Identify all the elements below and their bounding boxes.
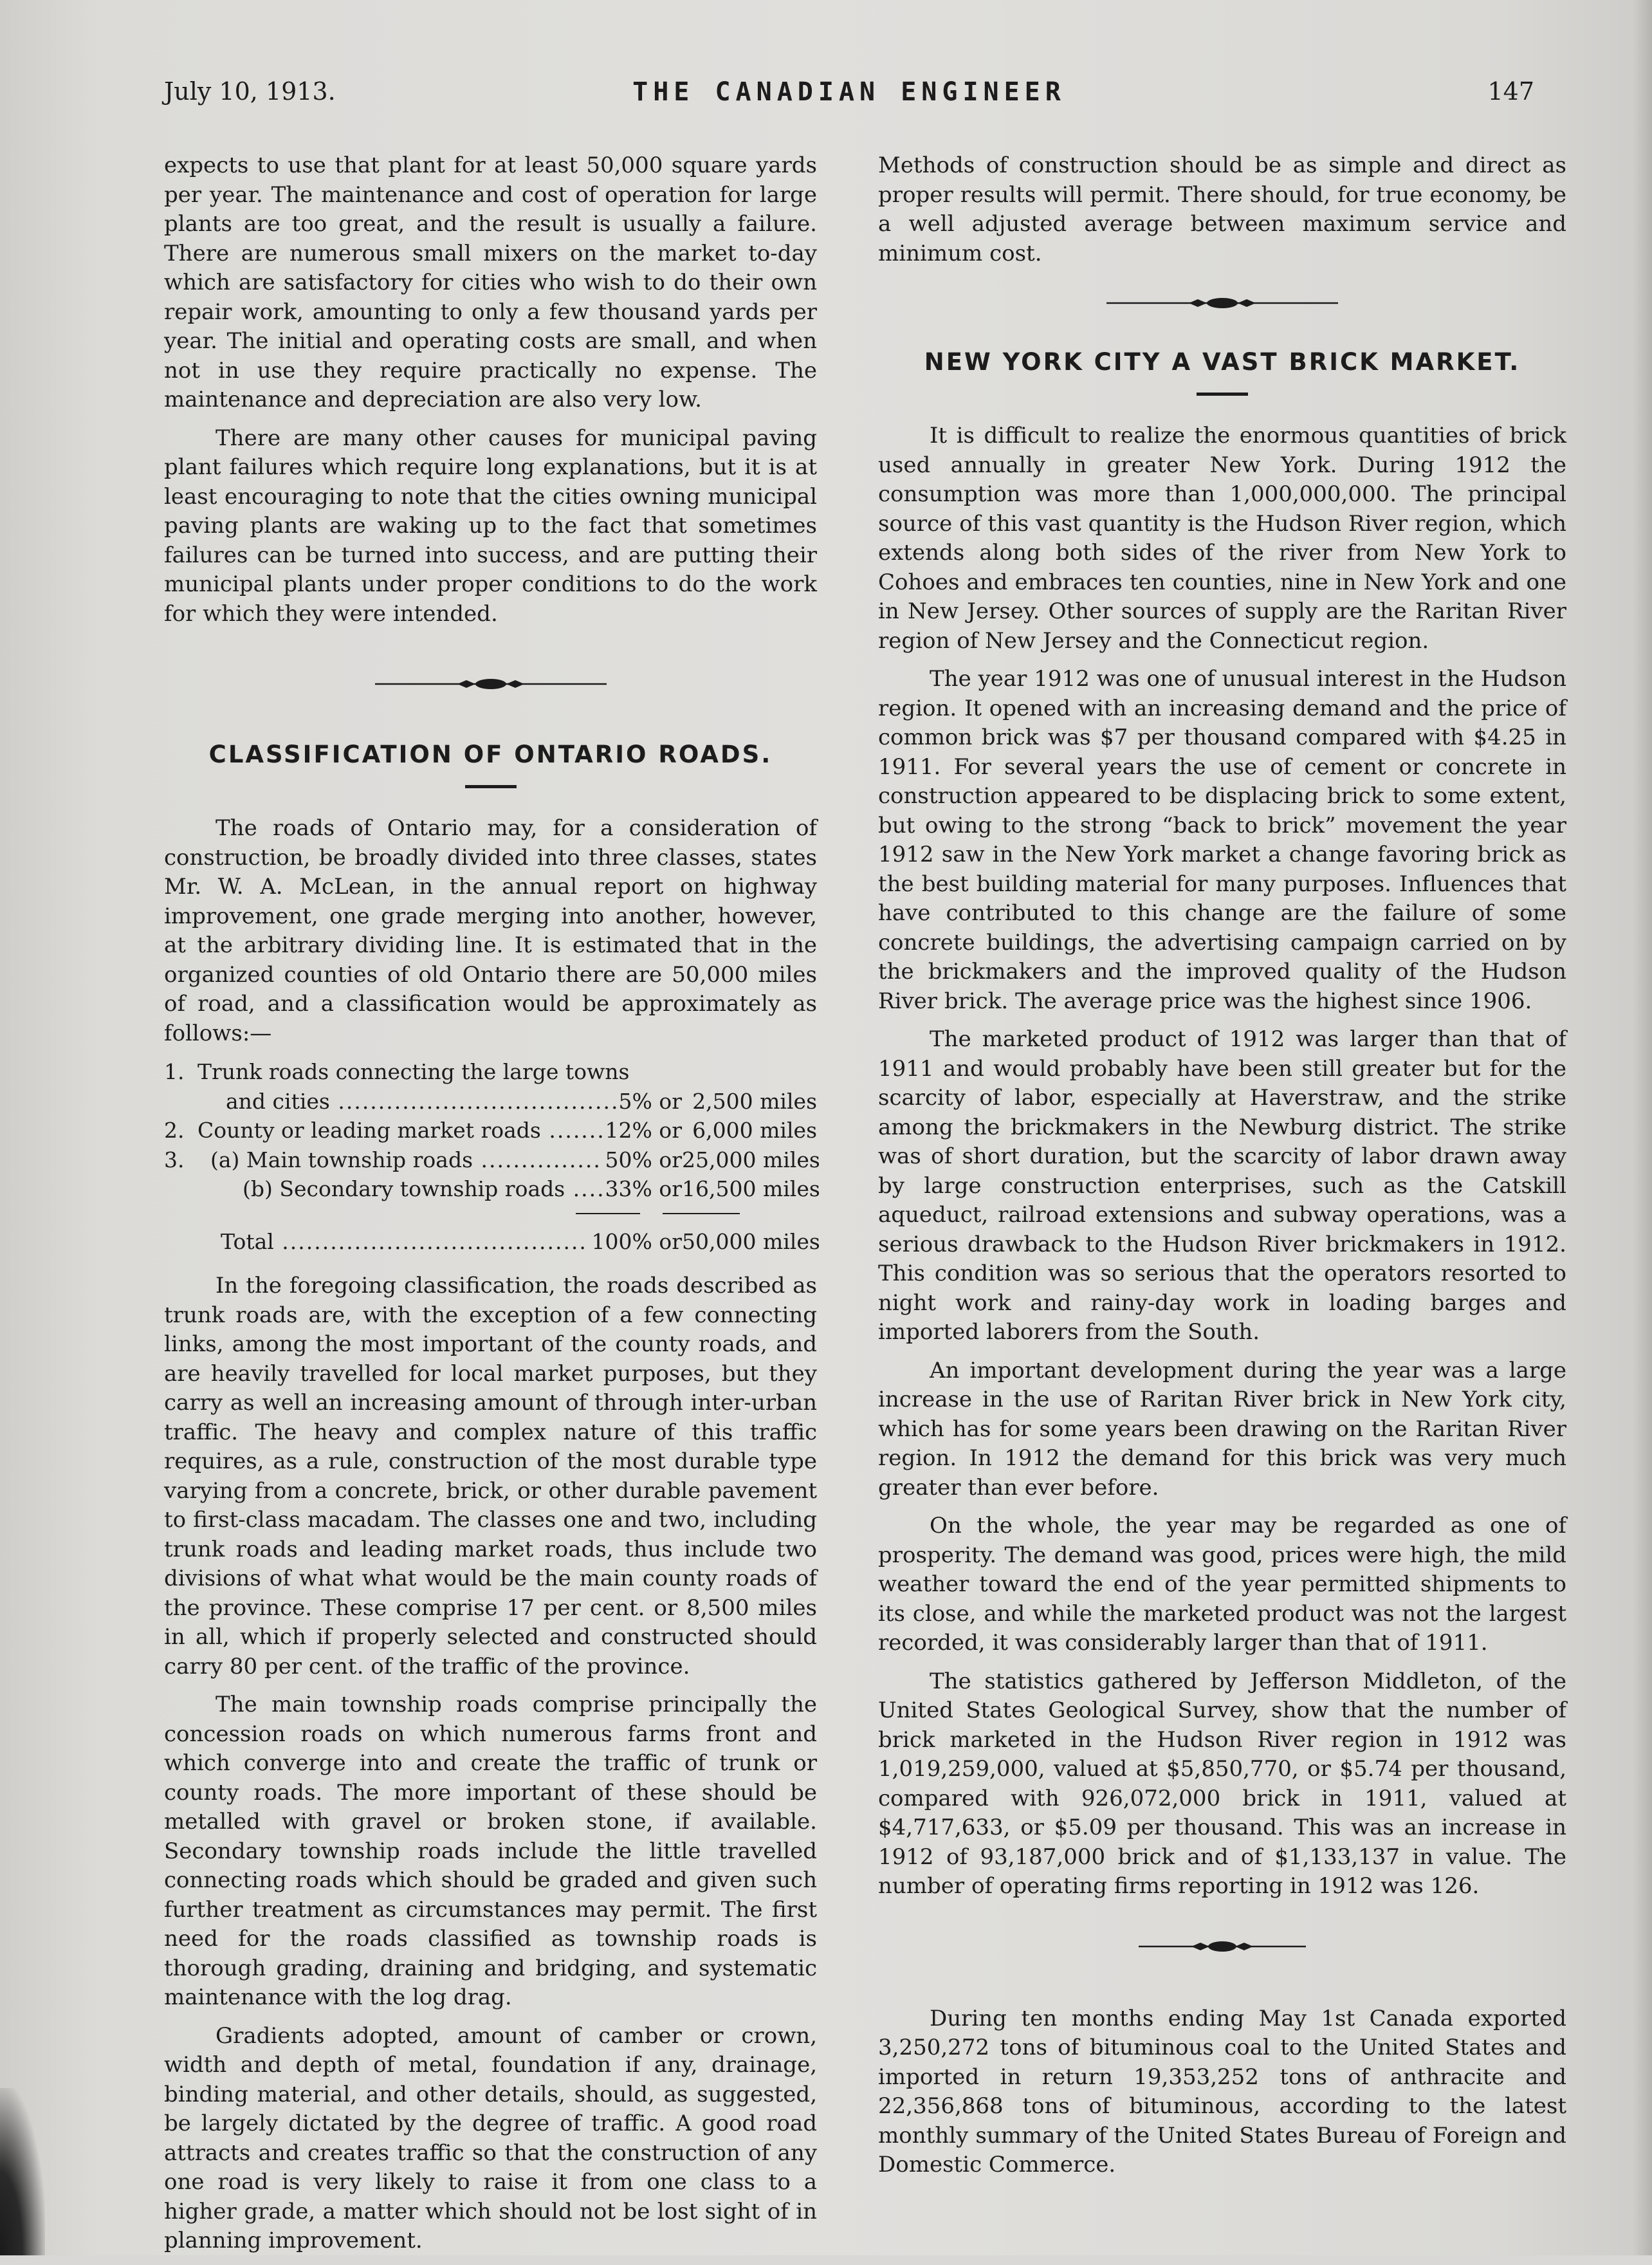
table-row: (b) Secondary township roads ..... 33% or 16,500 miles — [164, 1174, 817, 1204]
paragraph: Gradients adopted, amount of camber or crown, width and depth of metal, foundation if any, drainage, binding material, and other details, should, as suggested, be largely dictated by the degree of traffic. A good road attracts and creates traffic so that the construction of any one road is very likely to raise it from one class to a higher grade, a matter which should not be lost sight of in planning improvement. — [164, 2022, 817, 2253]
percent-cell: 50% or — [605, 1147, 682, 1172]
article-title: CLASSIFICATION OF ONTARIO ROADS. — [208, 741, 773, 768]
dash-diamond-rule-icon — [1106, 297, 1338, 310]
running-header — [164, 77, 1534, 116]
percent-cell: 5% or — [618, 1088, 682, 1114]
miles-cell: 2,500 miles — [692, 1088, 817, 1114]
publication-title: THE CANADIAN ENGINEER — [632, 77, 1066, 107]
dash-diamond-rule-icon — [1139, 1940, 1306, 1953]
miles-cell: 25,000 miles — [682, 1147, 820, 1172]
section-divider — [878, 1927, 1566, 1966]
paragraph: An important development during the year was a large increase in the use of Raritan River brick in New York city, which has for some years been drawing on the Raritan River region. In 1912 the demand for this brick was very much greater than ever before. — [878, 1357, 1566, 1501]
section-divider — [878, 284, 1566, 322]
sum-rule — [164, 1204, 817, 1223]
road-classification-table — [164, 1057, 820, 1256]
binding-shadow — [1633, 0, 1652, 2255]
issue-date: July 10, 1913. — [164, 77, 336, 106]
corner-shadow — [0, 2088, 45, 2255]
miles-cell: 50,000 miles — [682, 1228, 820, 1254]
right-column — [878, 151, 1566, 2189]
paragraph: The main township roads comprise principally the concession roads on which numerous farms front and which converge into and create the traffic of trunk or county roads. The more important of these should be metalled with gravel or broken stone, if available. Secondary township roads include the little travelled connecting roads which should be graded and given such further treatment as circumstances may permit. The first need for the roads classified as township roads is thorough grading, draining and bridging, and systematic maintenance with the log drag. — [164, 1692, 817, 2010]
paragraph: The statistics gathered by Jefferson Middleton, of the United States Geological Survey, show that the number of brick marketed in the Hudson River region in 1912 was 1,019,259,000, valued at $5,850,770, or $5.74 per thousand, compared with 926,072,000 brick in 1911, valued at $4,717,633, or $5.09 per thousand. This was an increase in 1912 of 93,187,000 brick and of $1,133,137 in value. The number of operating firms reporting in 1912 was 126. — [878, 1668, 1566, 1899]
continued-paragraph: expects to use that plant for at least 50,000 square yards per year. The maintenance and cost of operation for large plants are too great, and the result is usually a failure. There are numerous small mixers on the market to-day which are satisfactory for cities who wish to do their own repair work, amounting to only a few thousand yards per year. The initial and operating costs are small, and when not in use they require practically no expense. The maintenance and depreciation are also very low. — [164, 153, 817, 412]
percent-cell: 12% or — [605, 1118, 682, 1143]
page-number: 147 — [1487, 77, 1534, 106]
paragraph: The marketed product of 1912 was larger than that of 1911 and would probably have been still greater but for the scarcity of labor, especially at Haverstraw, and the strike among the brickmakers in the Newburg district. The strike was of short duration, but the scarcity of labor drawn away by large construction enterprises, such as the Catskill aqueduct, railroad extensions and subway operations, was a serious drawback to the Hudson River brickmakers in 1912. This condition was so serious that the operators resorted to night work and rainy-day work in loading barges and imported laborers from the South. — [878, 1026, 1566, 1345]
continued-paragraph: Methods of construction should be as simple and direct as proper results will permit. There should, for true economy, be a well adjusted average between maximum service and minimum cost. — [878, 153, 1566, 266]
paragraph: It is difficult to realize the enormous quantities of brick used annually in greater New York. During 1912 the consumption was more than 1,000,000,000. The principal source of this vast quantity is the Hudson River region, which extends along both sides of the river from New York to Cohoes and embraces ten counties, nine in New York and one in New Jersey. Other sources of supply are the Raritan River region of New Jersey and the Connecticut region. — [878, 423, 1566, 654]
news-note: During ten months ending May 1st Canada exported 3,250,272 tons of bituminous coal to the United States and imported in return 19,353,252 tons of anthracite and 22,356,868 tons of bituminous, according to the latest monthly summary of the United States Bureau of Foreign and Domestic Commerce. — [878, 2005, 1566, 2177]
paragraph: There are many other causes for municipal paving plant failures which require long explanations, but it is at least encouraging to note that the cities owning municipal paving plants are waking up to the fact that sometimes failures can be turned into success, and are putting their municipal plants under proper conditions to do the work for which they were intended. — [164, 425, 817, 627]
percent-cell: 33% or — [605, 1176, 682, 1201]
paragraph: In the foregoing classification, the roads described as trunk roads are, with the exception of a few connecting links, among the most important of the county roads, and are heavily travelled for local market purposes, but they carry as well an increasing amount of through inter-urban traffic. The heavy and complex nature of this traffic requires, as a rule, construction of the most durable type varying from a concrete, brick, or other durable pavement to first-class macadam. The classes one and two, including trunk roads and leading market roads, thus include two divisions of what what would be the main county roads of the province. These comprise 17 per cent. or 8,500 miles in all, which if properly selected and constructed should carry 80 per cent. of the traffic of the province. — [164, 1273, 817, 1679]
paragraph: On the whole, the year may be regarded as one of prosperity. The demand was good, prices were high, the mild weather toward the end of the year permitted shipments to its close, and while the marketed product was not the largest recorded, it was considerably larger than that of 1911. — [878, 1513, 1566, 1656]
left-column — [164, 151, 820, 2265]
article-title: NEW YORK CITY A VAST BRICK MARKET. — [924, 348, 1521, 376]
percent-cell: 100% or — [591, 1228, 682, 1254]
title-rule — [465, 785, 517, 788]
section-divider — [164, 665, 817, 703]
miles-cell: 16,500 miles — [682, 1176, 820, 1201]
table-row: and cities ..... 5% or 2,500 miles — [164, 1087, 817, 1116]
table-row: 2. County or leading market roads ..... 12% or 6,000 miles — [164, 1116, 817, 1145]
article-lead: The roads of Ontario may, for a consideration of construction, be broadly divided into three classes, states Mr. W. A. McLean, in the annual report on highway improvement, one grade merging into another, however, at the arbitrary dividing line. It is estimated that in the organized counties of old Ontario there are 50,000 miles of road, and a classification would be approximately as follows:— — [164, 815, 817, 1046]
dash-diamond-rule-icon — [375, 678, 607, 690]
miles-cell: 6,000 miles — [692, 1118, 817, 1143]
paragraph: The year 1912 was one of unusual interest in the Hudson region. It opened with an increasing demand and the price of common brick was $7 per thousand compared with $4.25 in 1911. For several years the use of cement or concrete in construction appeared to be displacing brick to some extent, but owing to the strong “back to brick” movement the year 1912 saw in the New York market a change favoring brick as the best building material for many purposes. Influences that have contributed to this change are the failure of some concrete buildings, the advertising campaign carried on by the brickmakers and the improved quality of the Hudson River brick. The average price was the highest since 1906. — [878, 666, 1566, 1014]
table-row: 1. Trunk roads connecting the large towns — [164, 1059, 630, 1084]
title-rule — [1197, 393, 1248, 396]
table-row: 3. (a) Main township roads ..... 50% or 25,000 miles — [164, 1145, 817, 1175]
total-row: Total ..... 100% or 50,000 miles — [164, 1227, 817, 1257]
